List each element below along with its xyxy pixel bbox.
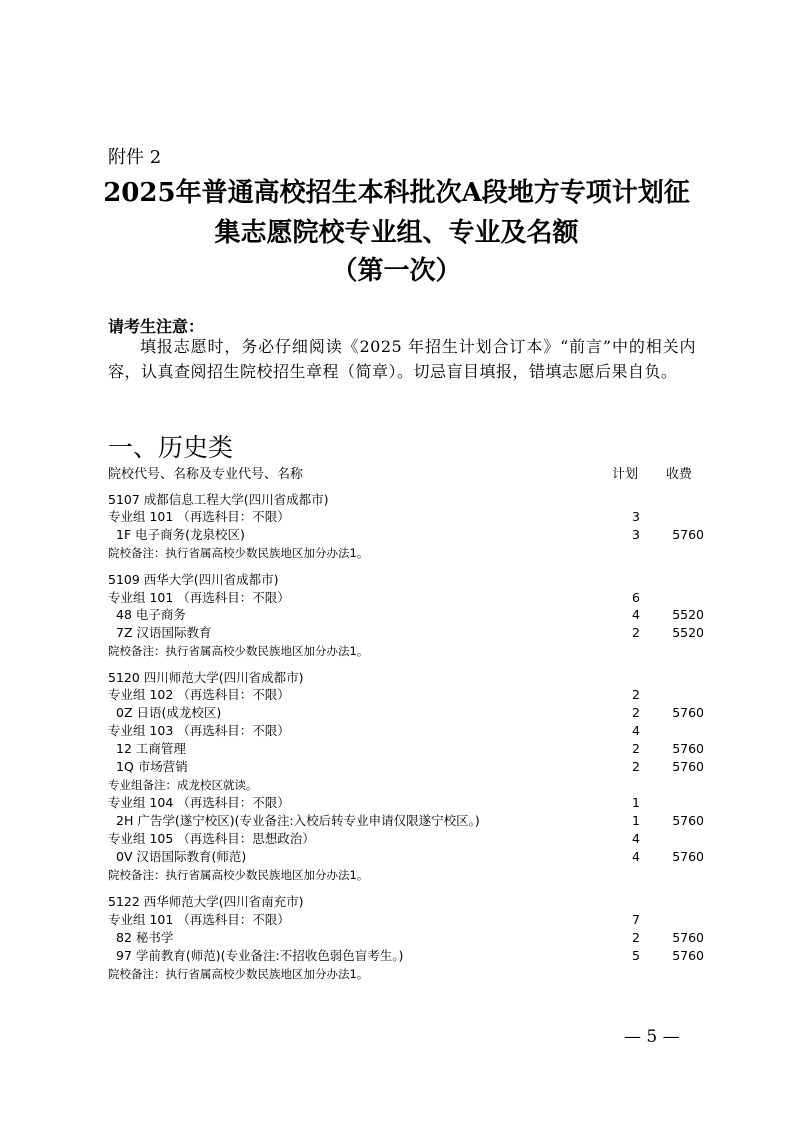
major-row <box>108 704 704 722</box>
major-row <box>108 848 704 866</box>
remark-row <box>108 965 698 983</box>
major-row <box>108 812 704 830</box>
notice-body: 填报志愿时，务必仔细阅读《2025 年招生计划合订本》“前言”中的相关内容，认真查阅招生院校招生章程（简章）。切忌盲目填报，错填志愿后果自负。 <box>108 337 696 381</box>
major-row <box>108 947 704 965</box>
row-plan: 7 <box>632 912 640 927</box>
row-plan: 4 <box>632 831 640 846</box>
row-plan: 1 <box>632 795 640 810</box>
row-text: 5109 西华大学(四川省成都市) <box>108 572 279 587</box>
row-text: 专业组 102 （再选科目：不限） <box>108 687 290 702</box>
row-text: 48 电子商务 <box>116 607 186 622</box>
group-row <box>108 589 698 607</box>
row-fee: 5760 <box>672 759 704 774</box>
row-fee: 5760 <box>672 705 704 720</box>
group-row <box>108 830 698 848</box>
school-row <box>108 491 698 509</box>
row-text: 专业组 101 （再选科目：不限） <box>108 509 290 524</box>
row-text: 1F 电子商务(龙泉校区) <box>116 527 245 542</box>
remark-row <box>108 776 698 794</box>
row-plan: 2 <box>632 759 640 774</box>
group-row <box>108 722 698 740</box>
row-plan: 2 <box>632 625 640 640</box>
remark-row <box>108 866 698 884</box>
document-title-line-3: （第一次） <box>331 256 462 286</box>
row-text: 82 秘书学 <box>116 930 174 945</box>
row-text: 专业组 101 （再选科目：不限） <box>108 912 290 927</box>
school-row <box>108 669 698 687</box>
row-plan: 6 <box>632 590 640 605</box>
row-plan: 2 <box>632 687 640 702</box>
school-row <box>108 893 698 911</box>
row-fee: 5760 <box>672 930 704 945</box>
document-title-line-1: 2025年普通高校招生本科批次A段地方专项计划征 <box>103 178 690 208</box>
row-text: 专业组 101 （再选科目：不限） <box>108 590 290 605</box>
row-text: 97 学前教育(师范)(专业备注:不招收色弱色盲考生。) <box>116 948 404 963</box>
row-text: 7Z 汉语国际教育 <box>116 625 212 640</box>
row-text: 院校备注：执行省属高校少数民族地区加分办法1。 <box>108 967 369 981</box>
row-text: 5122 西华师范大学(四川省南充市) <box>108 894 304 909</box>
attachment-label: 附件 2 <box>108 147 162 168</box>
major-row <box>108 606 704 624</box>
group-row <box>108 686 698 704</box>
row-plan: 4 <box>632 607 640 622</box>
row-text: 1Q 市场营销 <box>116 759 188 774</box>
row-fee: 5520 <box>672 625 704 640</box>
row-text: 2H 广告学(遂宁校区)(专业备注:入校后转专业申请仅限遂宁校区。) <box>116 813 480 828</box>
row-plan: 1 <box>632 813 640 828</box>
row-plan: 4 <box>632 723 640 738</box>
row-fee: 5760 <box>672 527 704 542</box>
row-plan: 4 <box>632 849 640 864</box>
row-fee: 5760 <box>672 948 704 963</box>
column-header-plan: 计划 <box>612 467 639 482</box>
row-plan: 3 <box>632 509 640 524</box>
row-plan: 2 <box>632 930 640 945</box>
row-text: 专业组 105 （再选科目：思想政治） <box>108 831 315 846</box>
document-title-line-2: 集志愿院校专业组、专业及名额 <box>214 218 579 248</box>
page-number: — 5 — <box>624 1027 680 1047</box>
column-header-fee: 收费 <box>666 467 693 482</box>
major-row <box>108 740 704 758</box>
row-plan: 2 <box>632 741 640 756</box>
notice-heading: 请考生注意： <box>108 317 205 336</box>
row-text: 0V 汉语国际教育(师范) <box>116 849 247 864</box>
row-text: 12 工商管理 <box>116 741 186 756</box>
row-text: 5107 成都信息工程大学(四川省成都市) <box>108 492 329 507</box>
row-fee: 5760 <box>672 849 704 864</box>
row-plan: 5 <box>632 948 640 963</box>
remark-row <box>108 642 698 660</box>
group-row <box>108 794 698 812</box>
row-text: 专业组备注：成龙校区就读。 <box>108 778 258 792</box>
row-fee: 5760 <box>672 813 704 828</box>
row-text: 院校备注：执行省属高校少数民族地区加分办法1。 <box>108 868 369 882</box>
row-plan: 2 <box>632 705 640 720</box>
group-row <box>108 508 698 526</box>
column-header-name: 院校代号、名称及专业代号、名称 <box>108 467 304 482</box>
major-row <box>108 929 704 947</box>
major-row <box>108 624 704 642</box>
group-row <box>108 911 698 929</box>
section-title: 一、历史类 <box>108 433 234 462</box>
row-text: 0Z 日语(成龙校区) <box>116 705 222 720</box>
row-fee: 5520 <box>672 607 704 622</box>
major-row <box>108 526 704 544</box>
row-text: 院校备注：执行省属高校少数民族地区加分办法1。 <box>108 644 369 658</box>
remark-row <box>108 544 698 562</box>
major-row <box>108 758 704 776</box>
row-text: 专业组 103 （再选科目：不限） <box>108 723 290 738</box>
row-fee: 5760 <box>672 741 704 756</box>
row-text: 专业组 104 （再选科目：不限） <box>108 795 290 810</box>
row-plan: 3 <box>632 527 640 542</box>
school-row <box>108 571 698 589</box>
row-text: 5120 四川师范大学(四川省成都市) <box>108 670 304 685</box>
row-text: 院校备注：执行省属高校少数民族地区加分办法1。 <box>108 546 369 560</box>
